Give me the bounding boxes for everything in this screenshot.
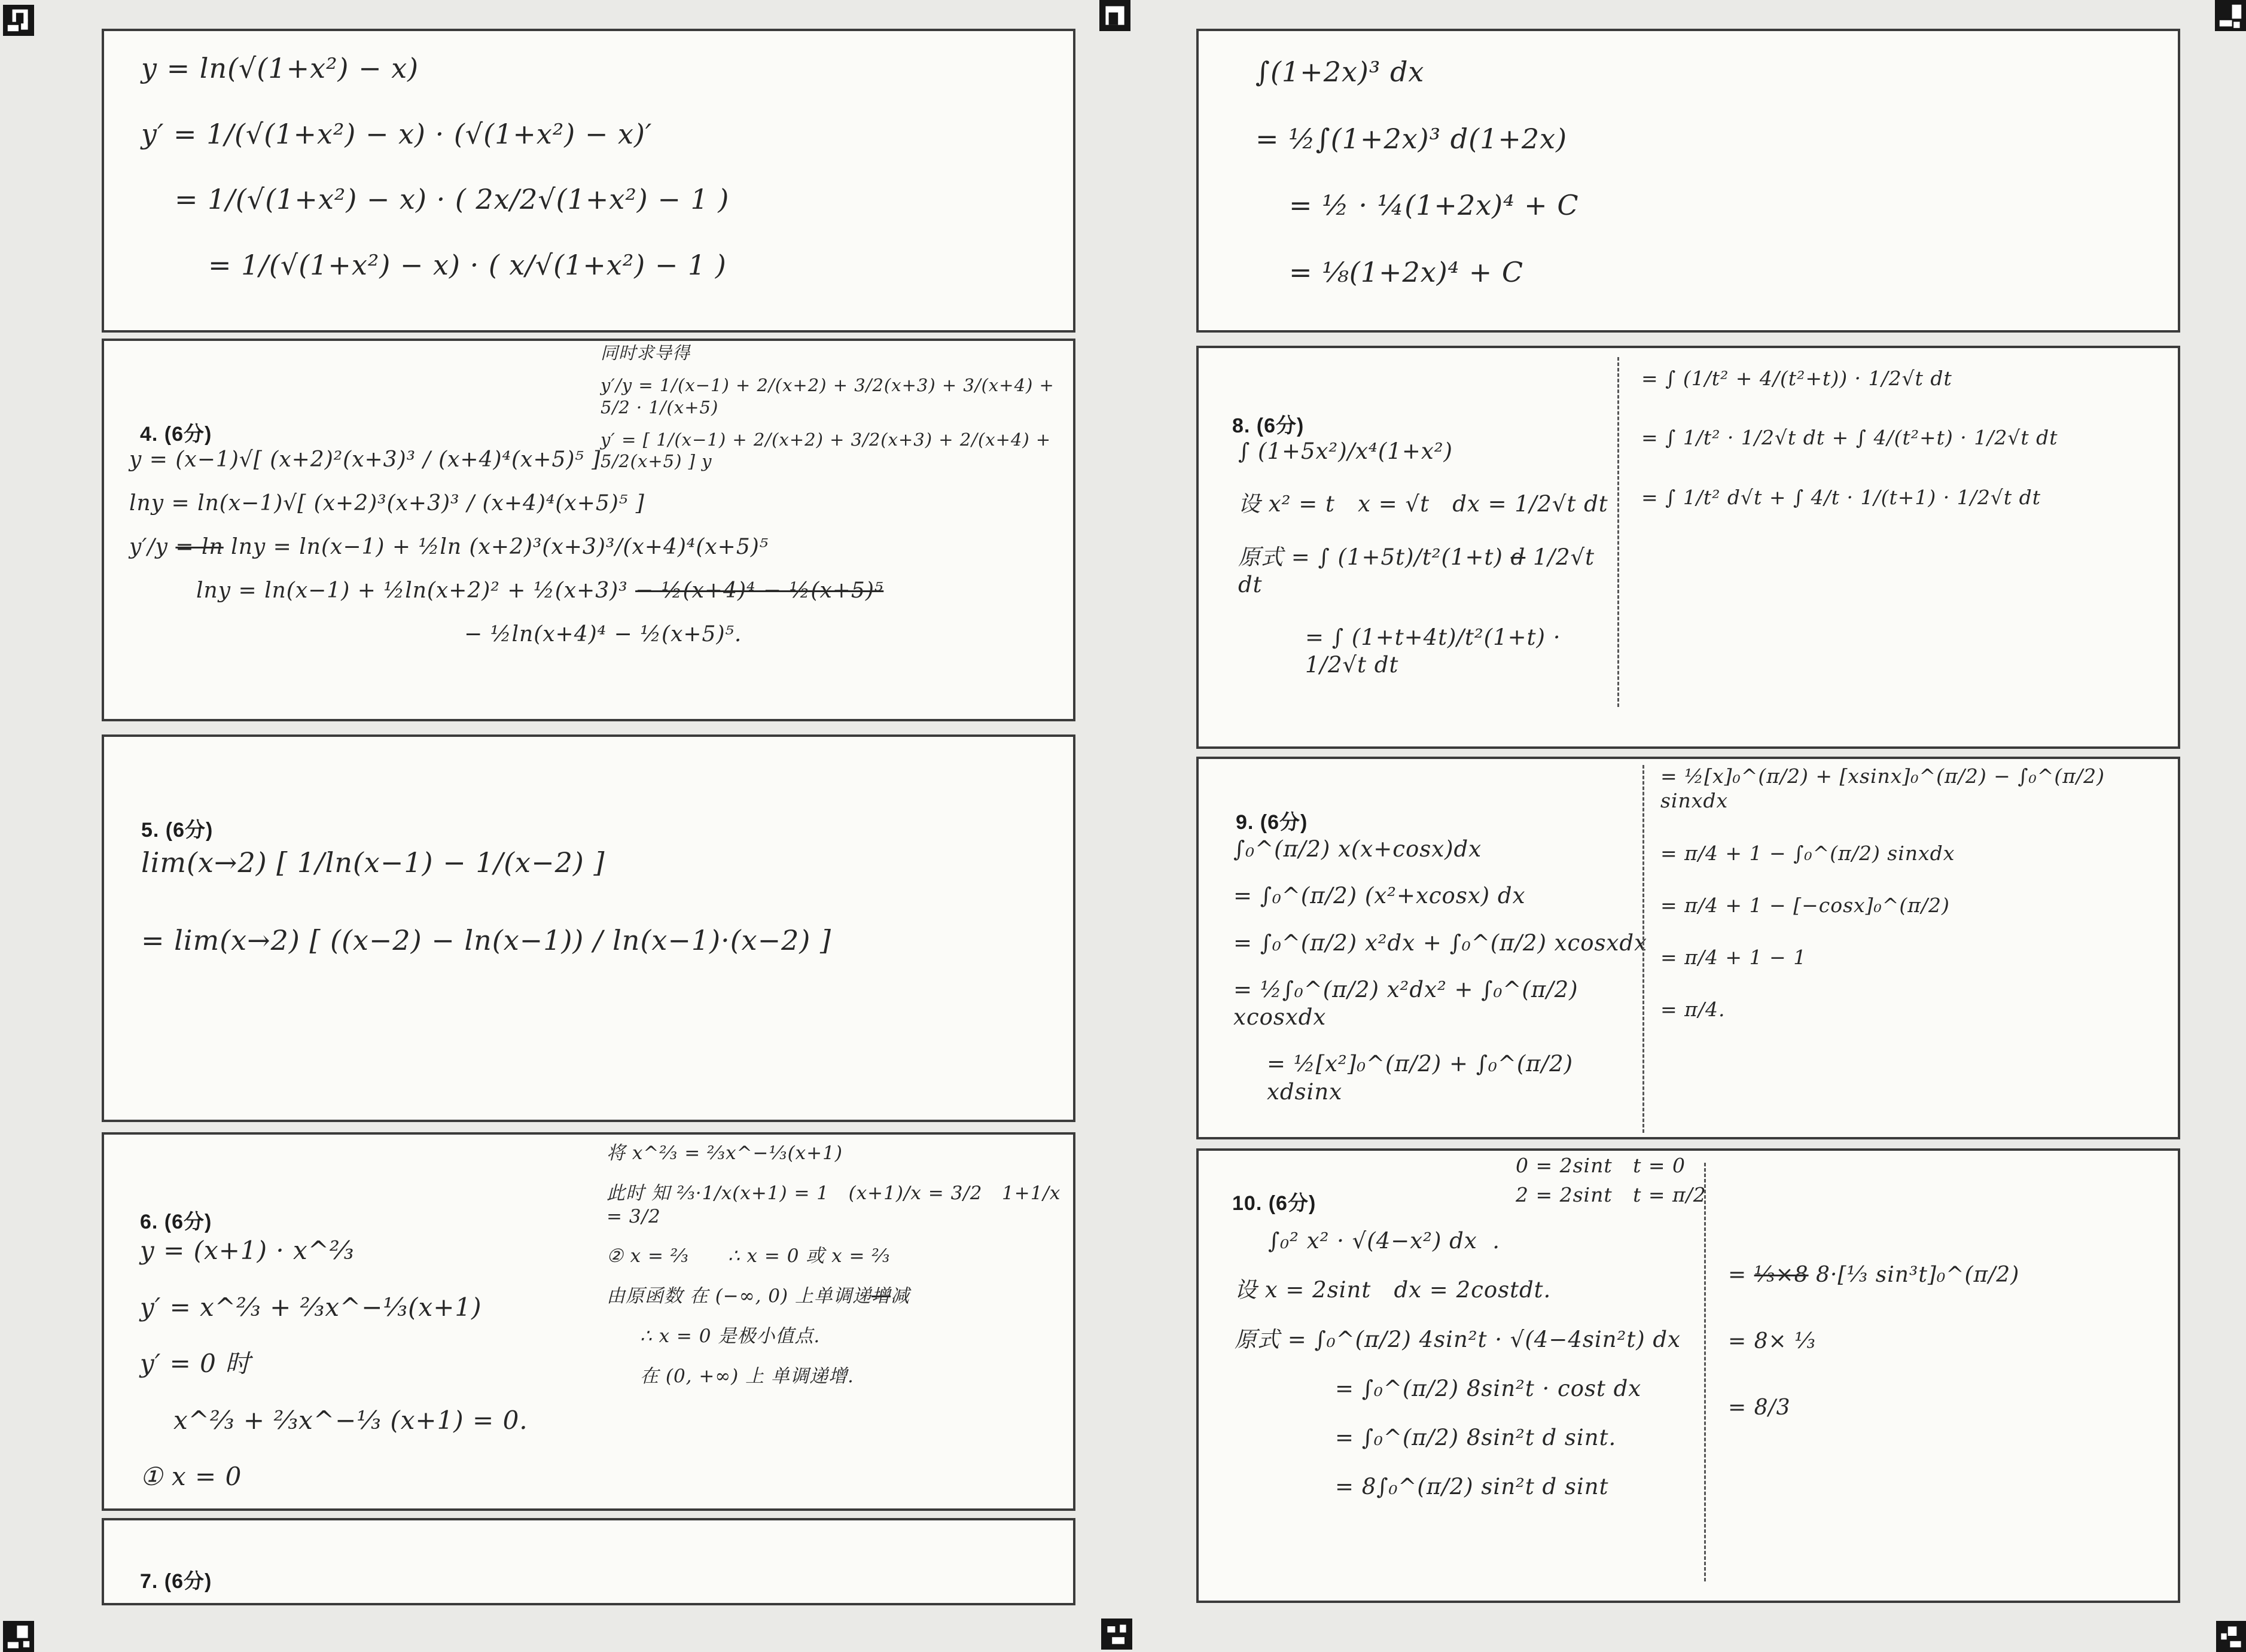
- math-line: = ∫ (1/t² + 4/(t²+t)) · 1/2√t dt: [1641, 367, 1952, 390]
- solution-right-lines: [607, 1142, 1067, 1388]
- problem-label: 6. (6分): [140, 1211, 212, 1233]
- math-line: = 8/3: [1728, 1395, 1791, 1420]
- math-line: = 1/(√(1+x²) − x) · ( x/√(1+x²) − 1 ): [208, 248, 727, 281]
- solution-right-lines: [1641, 366, 2168, 510]
- math-line: = π/4 + 1 − 1: [1660, 946, 1807, 969]
- math-line: 将 x^⅔ = ⅔x^−⅓(x+1): [607, 1142, 843, 1164]
- answer-box-problem-4: [102, 339, 1075, 721]
- fiducial-marker-icon: [3, 1621, 34, 1652]
- problem-label: 7. (6分): [140, 1570, 212, 1593]
- fiducial-marker-icon: [1099, 0, 1130, 31]
- math-line: 原式 = ∫₀^(π/2) 4sin²t · √(4−4sin²t) dx: [1235, 1326, 1681, 1352]
- substitution-note-lines: [1516, 1153, 1827, 1208]
- solution-lines: [129, 446, 1055, 648]
- math-line: = lim(x→2) [ ((x−2) − ln(x−1)) / ln(x−1)·(x−2) ]: [141, 923, 831, 956]
- math-line: = ½∫(1+2x)³ d(1+2x): [1255, 122, 1568, 155]
- answer-box-problem-8: [1196, 346, 2180, 749]
- solution-lines: [1233, 836, 1652, 1106]
- math-line: lny = ln(x−1) + ½ln(x+2)² + ½(x+3)³ − ½(x+4)⁴ − ½(x+5)⁵: [196, 578, 884, 603]
- solution-lines: [1255, 55, 1579, 289]
- math-line: = π/4.: [1660, 998, 1726, 1022]
- math-line: 设 x² = t x = √t dx = 1/2√t dt: [1238, 491, 1608, 517]
- math-line: ∫(1+2x)³ dx: [1255, 56, 1425, 88]
- answer-box-problem-r1: [1196, 29, 2180, 333]
- math-line: y′ = 1/(√(1+x²) − x) · (√(1+x²) − x)′: [141, 117, 653, 150]
- math-line: x^⅔ + ⅔x^−⅓ (x+1) = 0.: [173, 1405, 528, 1435]
- math-line: 在 (0, +∞) 上 单调递增.: [640, 1365, 854, 1387]
- math-line: = ½ · ¼(1+2x)⁴ + C: [1289, 189, 1579, 221]
- math-line: 2 = 2sint t = π/2: [1516, 1183, 1706, 1207]
- math-line: ∫₀² x² · √(4−x²) dx .: [1268, 1228, 1500, 1254]
- math-line: = ∫ (1+t+4t)/t²(1+t) · 1/2√t dt: [1305, 624, 1569, 678]
- answer-box-problem-9: [1196, 757, 2180, 1139]
- solution-right-lines: [1728, 1261, 2171, 1421]
- problem-label: 9. (6分): [1236, 811, 1308, 834]
- math-line: y′ = x^⅔ + ⅔x^−⅓(x+1): [140, 1292, 482, 1322]
- problem-label: 10. (6分): [1232, 1192, 1316, 1215]
- fiducial-marker-icon: [2215, 0, 2246, 31]
- math-line: ① x = 0: [140, 1462, 242, 1491]
- math-line: = ⅛(1+2x)⁴ + C: [1289, 255, 1524, 288]
- math-line: y = ln(√(1+x²) − x): [141, 52, 419, 84]
- math-line: = ∫ 1/t² · 1/2√t dt + ∫ 4/(t²+t) · 1/2√t dt: [1641, 426, 2058, 450]
- math-line: y′/y = ln lny = ln(x−1) + ½ln (x+2)³(x+3)³/(x+4)⁴(x+5)⁵: [129, 535, 769, 559]
- math-line: y = (x−1)√[ (x+2)²(x+3)³ / (x+4)⁴(x+5)⁵ ]: [129, 447, 601, 472]
- fiducial-marker-icon: [1101, 1619, 1132, 1650]
- problem-label: 8. (6分): [1232, 414, 1305, 437]
- answer-box-problem-3: [102, 29, 1075, 333]
- column-divider-dashed: [1704, 1163, 1706, 1581]
- math-line: = π/4 + 1 − ∫₀^(π/2) sinxdx: [1660, 841, 1955, 865]
- column-divider-dashed: [1617, 357, 1619, 707]
- math-line: ∫₀^(π/2) x(x+cosx)dx: [1233, 836, 1482, 862]
- math-line: ∫ (1+5x²)/x⁴(1+x²): [1238, 438, 1453, 464]
- problem-label: 4. (6分): [140, 423, 212, 446]
- math-line: y′ = 0 时: [140, 1349, 251, 1378]
- math-line: ∴ x = 0 是极小值点.: [640, 1325, 821, 1347]
- side-note-lines: [601, 342, 1073, 472]
- math-line: 原式 = ∫ (1+5t)/t²(1+t) d 1/2√t dt: [1238, 544, 1602, 598]
- math-line: = ∫₀^(π/2) 8sin²t d sint.: [1335, 1425, 1617, 1450]
- math-line: y′ = [ 1/(x−1) + 2/(x+2) + 3/2(x+3) + 2/(x+4) + 5/2(x+5) ] y: [601, 429, 1058, 471]
- fiducial-marker-icon: [3, 5, 34, 36]
- solution-lines: [1235, 1227, 1707, 1501]
- fiducial-marker-icon: [2216, 1621, 2246, 1652]
- solution-lines: [141, 51, 729, 282]
- math-line: 此时 知 ⅔·1/x(x+1) = 1 (x+1)/x = 3/2 1+1/x = 3/2: [607, 1182, 1068, 1227]
- solution-lines: [140, 1235, 618, 1493]
- solution-lines: [1238, 438, 1621, 679]
- math-line: = ⅓×8 8·[⅓ sin³t]₀^(π/2): [1728, 1263, 2020, 1287]
- math-line: 由原函数 在 (−∞, 0) 上单调递增减: [607, 1285, 910, 1307]
- math-line: 同时求导得: [601, 343, 691, 363]
- problem-label: 5. (6分): [141, 819, 214, 842]
- math-line: 0 = 2sint t = 0: [1516, 1154, 1686, 1177]
- math-line: = 1/(√(1+x²) − x) · ( 2x/2√(1+x²) − 1 ): [175, 183, 730, 215]
- math-line: lny = ln(x−1)√[ (x+2)³(x+3)³ / (x+4)⁴(x+5)⁵ ]: [129, 491, 645, 516]
- math-line: = ½[x²]₀^(π/2) + ∫₀^(π/2) xdsinx: [1267, 1051, 1581, 1105]
- math-line: = ½[x]₀^(π/2) + [xsinx]₀^(π/2) − ∫₀^(π/2) sinxdx: [1660, 764, 2112, 813]
- solution-right-lines: [1660, 764, 2175, 1022]
- math-line: − ½ln(x+4)⁴ − ½(x+5)⁵.: [464, 622, 742, 647]
- math-line: = ∫₀^(π/2) 8sin²t · cost dx: [1335, 1375, 1642, 1401]
- math-line: = π/4 + 1 − [−cosx]₀^(π/2): [1660, 893, 1950, 917]
- math-line: = 8∫₀^(π/2) sin²t d sint: [1335, 1474, 1609, 1500]
- solution-lines: [141, 846, 831, 958]
- answer-box-problem-7: [102, 1518, 1075, 1605]
- math-line: lim(x→2) [ 1/ln(x−1) − 1/(x−2) ]: [141, 846, 605, 879]
- math-line: ② x = ⅔ ∴ x = 0 或 x = ⅔: [607, 1245, 891, 1267]
- math-line: y′/y = 1/(x−1) + 2/(x+2) + 3/2(x+3) + 3/(x+4) + 5/2 · 1/(x+5): [601, 375, 1061, 417]
- math-line: = ½∫₀^(π/2) x²dx² + ∫₀^(π/2) xcosxdx: [1233, 976, 1586, 1030]
- math-line: = ∫₀^(π/2) x²dx + ∫₀^(π/2) xcosxdx: [1233, 929, 1647, 956]
- math-line: y = (x+1) · x^⅔: [140, 1236, 355, 1265]
- answer-box-problem-5: [102, 734, 1075, 1122]
- math-line: 设 x = 2sint dx = 2costdt.: [1235, 1277, 1552, 1303]
- column-divider-dashed: [1642, 765, 1644, 1133]
- math-line: = ∫ 1/t² d√t + ∫ 4/t · 1/(t+1) · 1/2√t dt: [1641, 485, 2041, 509]
- math-line: = ∫₀^(π/2) (x²+xcosx) dx: [1233, 883, 1526, 909]
- answer-box-problem-6: [102, 1132, 1075, 1511]
- answer-box-problem-10: [1196, 1148, 2180, 1603]
- math-line: = 8× ⅓: [1728, 1329, 1817, 1354]
